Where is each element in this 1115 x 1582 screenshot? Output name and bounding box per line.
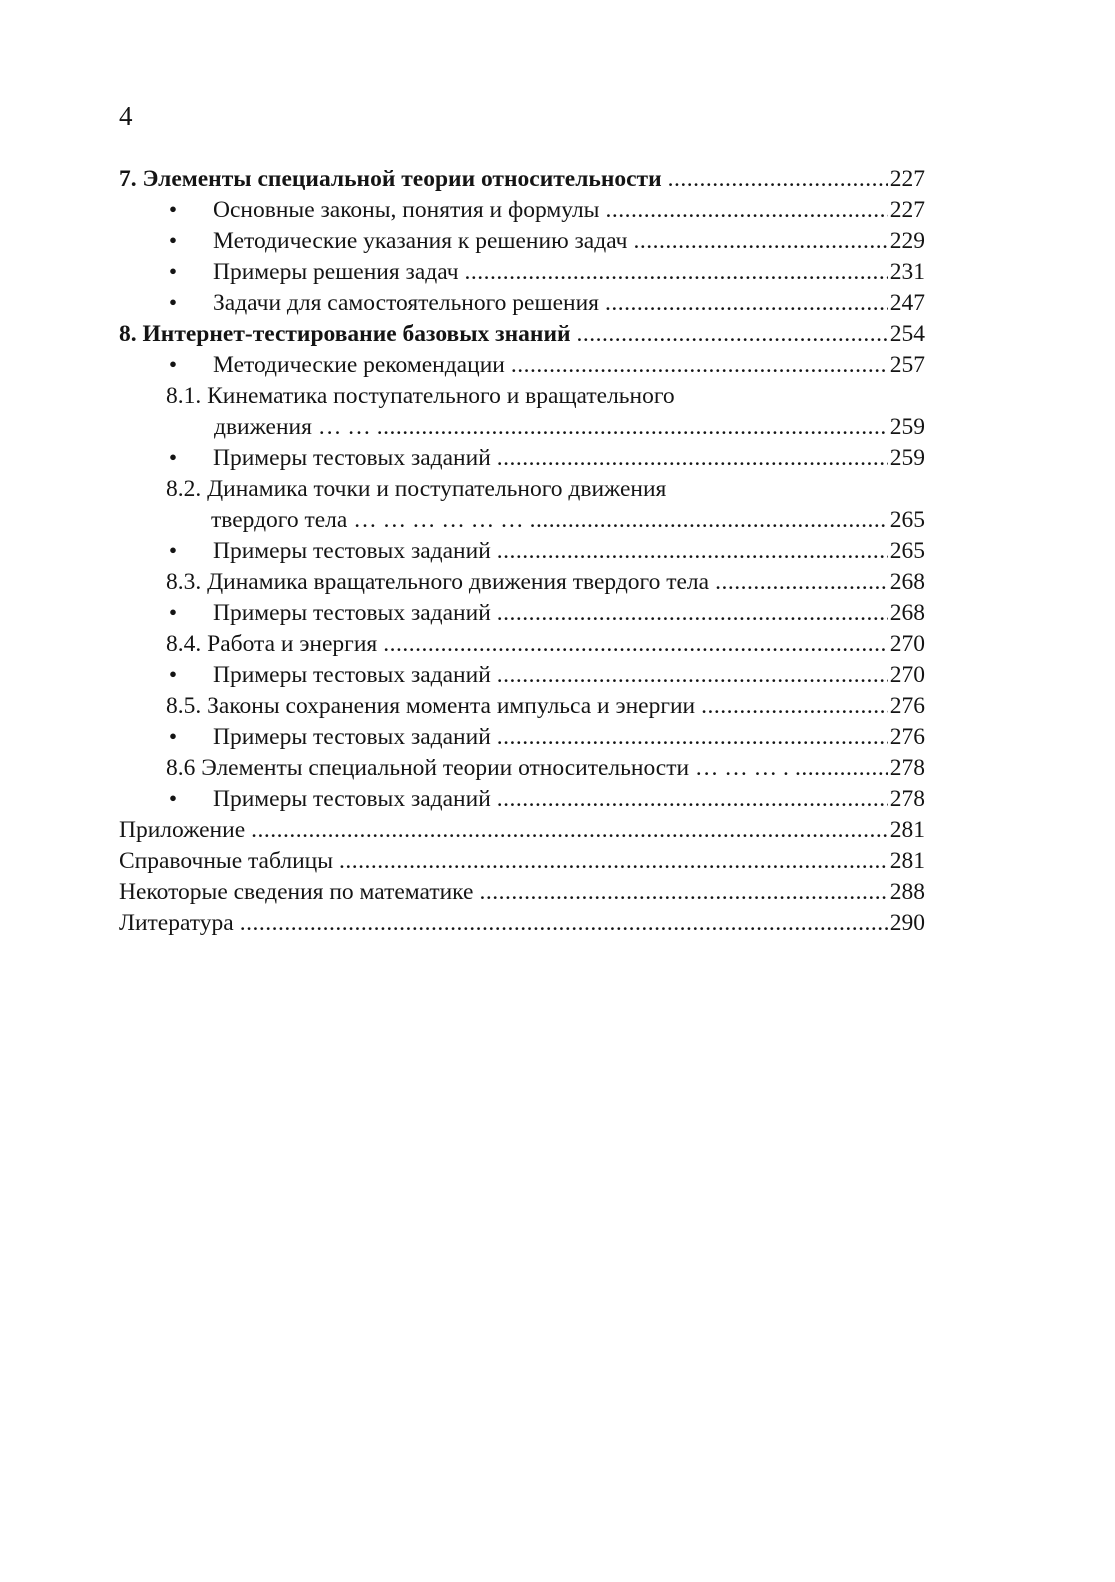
toc-entry-page: 257 [888, 350, 925, 381]
toc-entry-title: Основные законы, понятия и формулы [213, 195, 605, 226]
toc-entry-page: 278 [888, 784, 925, 815]
toc-item[interactable] [0, 288, 1115, 319]
toc-section-8-1[interactable] [0, 381, 1115, 412]
toc-section-8-1-cont[interactable] [0, 412, 1115, 443]
toc-entry-page: 290 [888, 908, 925, 939]
toc-entry-title: твердого тела … … … … … … [211, 505, 530, 536]
toc-entry-page: 254 [888, 319, 925, 350]
bullet-icon: • [168, 352, 178, 378]
toc-entry-page: 278 [888, 753, 925, 784]
dot-leader [497, 660, 888, 691]
toc-entry-title: Примеры решения задач [213, 257, 465, 288]
dot-leader [497, 784, 888, 815]
toc-entry-page: 227 [888, 195, 925, 226]
dot-leader [701, 691, 888, 722]
dot-leader [465, 257, 888, 288]
bullet-icon: • [168, 662, 178, 688]
toc-item[interactable] [0, 350, 1115, 381]
toc-item[interactable] [0, 660, 1115, 691]
toc-entry-title: 8.1. Кинематика поступательного и вращательного [166, 381, 681, 412]
toc-entry-page: 259 [888, 443, 925, 474]
bullet-icon: • [168, 786, 178, 812]
toc-section-8-2[interactable] [0, 474, 1115, 505]
dot-leader [240, 908, 888, 939]
dot-leader [577, 319, 888, 350]
bullet-icon: • [168, 724, 178, 750]
dot-leader [715, 567, 888, 598]
dot-leader [605, 195, 887, 226]
toc-entry-title: Примеры тестовых заданий [213, 784, 497, 815]
toc-entry-title: Задачи для самостоятельного решения [213, 288, 605, 319]
bullet-icon: • [168, 259, 178, 285]
toc-chapter-8[interactable] [0, 319, 1115, 350]
toc-entry-page: 268 [888, 567, 925, 598]
bullet-icon: • [168, 538, 178, 564]
bullet-icon: • [168, 600, 178, 626]
dot-leader [497, 536, 888, 567]
toc-entry-title: Примеры тестовых заданий [213, 660, 497, 691]
toc-item[interactable] [0, 784, 1115, 815]
page-number: 4 [119, 101, 133, 131]
toc-entry-title: Некоторые сведения по математике [119, 877, 479, 908]
toc-item[interactable] [0, 226, 1115, 257]
dot-leader [497, 598, 888, 629]
toc-entry-title: Примеры тестовых заданий [213, 598, 497, 629]
toc-section-8-5[interactable] [0, 691, 1115, 722]
toc-item[interactable] [0, 722, 1115, 753]
toc-entry-title: 8.5. Законы сохранения момента импульса и энергии [166, 691, 701, 722]
toc-entry-page: 265 [888, 505, 925, 536]
toc-entry-page: 281 [888, 815, 925, 846]
toc-entry-page: 268 [888, 598, 925, 629]
dot-leader [339, 846, 888, 877]
toc-entry-title: Примеры тестовых заданий [213, 722, 497, 753]
dot-leader [634, 226, 888, 257]
toc-entry-page: 265 [888, 536, 925, 567]
toc-section-8-2-cont[interactable] [0, 505, 1115, 536]
dot-leader [511, 350, 888, 381]
dot-leader [795, 753, 888, 784]
toc-entry-title: 8.6 Элементы специальной теории относительности … … … . [166, 753, 795, 784]
toc-section-8-4[interactable] [0, 629, 1115, 660]
toc-entry-title: Методические указания к решению задач [213, 226, 634, 257]
dot-leader [479, 877, 887, 908]
dot-leader [377, 412, 888, 443]
toc-math-info[interactable] [0, 877, 1115, 908]
toc-entry-title: Примеры тестовых заданий [213, 443, 497, 474]
toc-item[interactable] [0, 443, 1115, 474]
dot-leader [383, 629, 888, 660]
bullet-icon: • [168, 228, 178, 254]
bullet-icon: • [168, 445, 178, 471]
toc-entry-title: 7. Элементы специальной теории относительности [119, 164, 668, 195]
toc-entry-title: 8.4. Работа и энергия [166, 629, 383, 660]
dot-leader [530, 505, 888, 536]
toc-item[interactable] [0, 195, 1115, 226]
bullet-icon: • [168, 197, 178, 223]
toc-section-8-3[interactable] [0, 567, 1115, 598]
toc-entry-page: 227 [888, 164, 925, 195]
toc-reference-tables[interactable] [0, 846, 1115, 877]
toc-section-8-6[interactable] [0, 753, 1115, 784]
toc-literature[interactable] [0, 908, 1115, 939]
dot-leader [497, 443, 888, 474]
dot-leader [497, 722, 888, 753]
toc-entry-title: Методические рекомендации [213, 350, 511, 381]
dot-leader [668, 164, 888, 195]
toc-entry-title: движения … … [214, 412, 377, 443]
toc-entry-page: 270 [888, 660, 925, 691]
dot-leader [605, 288, 888, 319]
toc-entry-title: 8.3. Динамика вращательного движения твердого тела [166, 567, 715, 598]
toc-appendix[interactable] [0, 815, 1115, 846]
toc-item[interactable] [0, 536, 1115, 567]
toc-entry-page: 229 [888, 226, 925, 257]
toc-item[interactable] [0, 598, 1115, 629]
toc-entry-title: Справочные таблицы [119, 846, 339, 877]
toc-chapter-7[interactable] [0, 164, 1115, 195]
toc-item[interactable] [0, 257, 1115, 288]
toc-entry-page: 259 [888, 412, 925, 443]
toc-entry-page: 231 [888, 257, 925, 288]
dot-leader [251, 815, 888, 846]
toc-entry-page: 288 [888, 877, 925, 908]
toc-entry-page: 247 [888, 288, 925, 319]
toc-entry-title: 8. Интернет-тестирование базовых знаний [119, 319, 577, 350]
toc-entry-page: 270 [888, 629, 925, 660]
toc-entry-title: Примеры тестовых заданий [213, 536, 497, 567]
toc-entry-page: 276 [888, 722, 925, 753]
toc-entry-title: Литература [119, 908, 240, 939]
toc-entry-page: 276 [888, 691, 925, 722]
toc-entry-page: 281 [888, 846, 925, 877]
toc-entry-title: Приложение [119, 815, 251, 846]
toc-entry-title: 8.2. Динамика точки и поступательного движения [166, 474, 672, 505]
table-of-contents [0, 164, 1115, 939]
bullet-icon: • [168, 290, 178, 316]
